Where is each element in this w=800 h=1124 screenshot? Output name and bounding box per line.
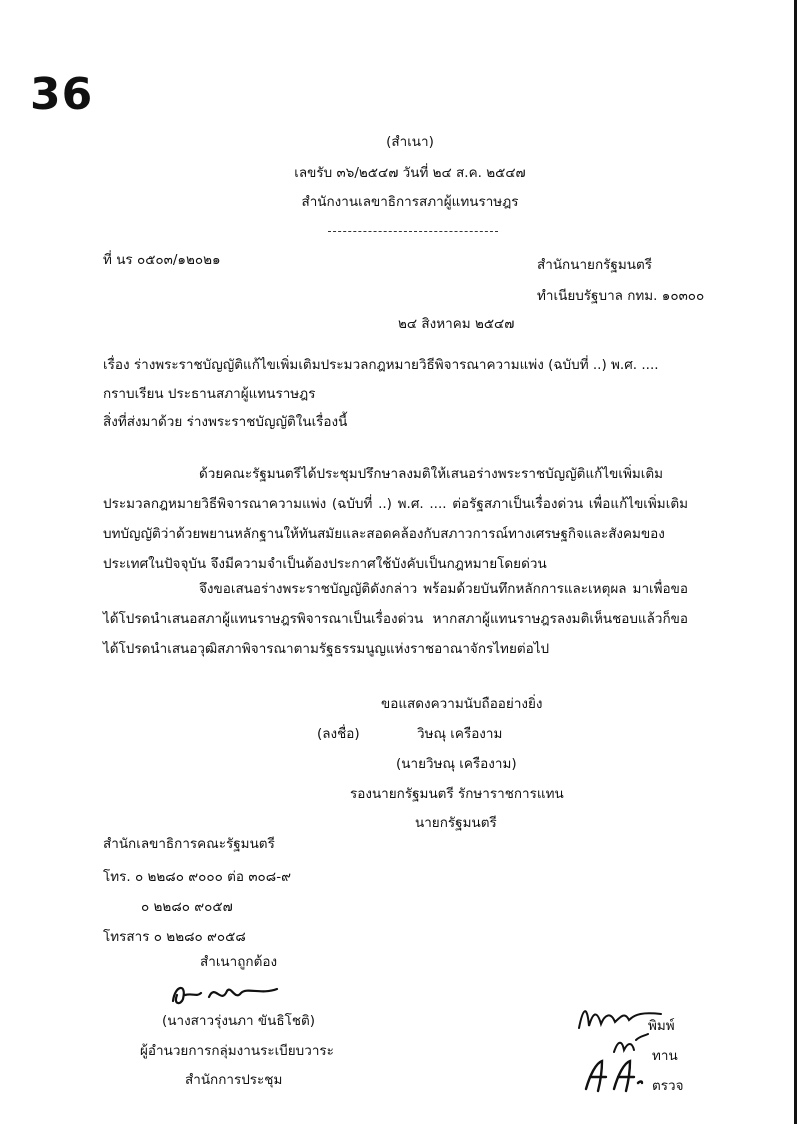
header-separator xyxy=(328,231,498,232)
signatory-position: รองนายกรัฐมนตรี รักษาราชการแทน xyxy=(350,786,564,802)
certifier-position: ผู้อำนวยการกลุ่มงานระเบียบวาระ xyxy=(140,1043,334,1059)
body-paragraph-1: ด้วยคณะรัฐมนตรีได้ประชุมปรึกษาลงมติให้เสนอร่างพระราชบัญญัติแก้ไขเพิ่มเติมประมวลกฎหมายวิธีพิจารณาความแพ่ง (ฉบับที่ ..) พ.ศ. .... ต่อรัฐสภาเป็นเรื่องด่วน เพื่อแก้ไขเพิ่มเติมบทบัญญัติว่าด้วยพยานหลักฐานให้ทันสมัยและสอดคล้องกับสภาวการณ์ทางเศรษฐกิจและสังคมของประเทศในปัจจุบัน จึงมีความจำเป็นต้องประกาศใช้บังคับเป็นกฎหมายโดยด่วน xyxy=(103,466,688,572)
contact-fax: โทรสาร ๐ ๒๒๘๐ ๙๐๕๘ xyxy=(103,929,246,945)
handwritten-page-number: 36 xyxy=(30,69,94,120)
sender-address: ทำเนียบรัฐบาล กทม. ๑๐๓๐๐ xyxy=(537,288,705,304)
sender-office: สำนักนายกรัฐมนตรี xyxy=(537,257,652,273)
reference-number: ที่ นร ๐๕๐๓/๑๒๐๒๑ xyxy=(103,252,221,268)
contact-telephone: โทร. ๐ ๒๒๘๐ ๙๐๐๐ ต่อ ๓๐๘-๙ xyxy=(103,869,291,885)
checked-label: ทาน xyxy=(652,1048,678,1064)
enclosure-line: สิ่งที่ส่งมาด้วย ร่างพระราชบัญญัติในเรื่องนี้ xyxy=(103,414,348,430)
verified-label: ตรวจ xyxy=(652,1078,684,1094)
certifier-name: (นางสาวรุ่งนภา ขันธิโชติ) xyxy=(162,1013,316,1029)
subject-line: เรื่อง ร่างพระราชบัญญัติแก้ไขเพิ่มเติมประมวลกฎหมายวิธีพิจารณาความแพ่ง (ฉบับที่ ..) พ.ศ. .... xyxy=(103,357,659,373)
certified-copy-label: สำเนาถูกต้อง xyxy=(200,954,278,970)
body-paragraph-2: จึงขอเสนอร่างพระราชบัญญัติดังกล่าว พร้อมด้วยบันทึกหลักการและเหตุผล มาเพื่อขอได้โปรดนำเสนอสภาผู้แทนราษฎรพิจารณาเป็นเรื่องด่วน หากสภาผู้แทนราษฎรลงมติเห็นชอบแล้วก็ขอได้โปรดนำเสนอวุฒิสภาพิจารณาตามรัฐธรรมนูญแห่งราชอาณาจักรไทยต่อไป xyxy=(103,581,688,657)
signed-name: วิษณุ เครืองาม xyxy=(417,726,503,742)
certifier-office: สำนักการประชุม xyxy=(185,1072,283,1088)
salutation: กราบเรียน ประธานสภาผู้แทนราษฎร xyxy=(103,386,316,402)
receiving-office: สำนักงานเลขาธิการสภาผู้แทนราษฎร xyxy=(301,194,519,210)
letter-date: ๒๔ สิงหาคม ๒๕๔๗ xyxy=(398,316,515,332)
receipt-number: เลขรับ ๓๖/๒๕๔๗ วันที่ ๒๔ ส.ค. ๒๕๔๗ xyxy=(294,165,526,181)
verifier-initials-signature xyxy=(580,1055,652,1095)
signed-label: (ลงชื่อ) xyxy=(317,726,360,742)
copy-mark: (สำเนา) xyxy=(386,134,434,150)
page-right-border xyxy=(794,0,797,1124)
closing-regards: ขอแสดงความนับถืออย่างยิ่ง xyxy=(381,696,543,712)
certifier-signature xyxy=(165,975,285,1013)
contact-office: สำนักเลขาธิการคณะรัฐมนตรี xyxy=(103,836,275,852)
typed-label: พิมพ์ xyxy=(648,1018,675,1034)
signatory-full-name: (นายวิษณุ เครืองาม) xyxy=(396,756,517,772)
contact-telephone-2: ๐ ๒๒๘๐ ๙๐๕๗ xyxy=(141,899,233,915)
signatory-position-2: นายกรัฐมนตรี xyxy=(415,815,497,831)
